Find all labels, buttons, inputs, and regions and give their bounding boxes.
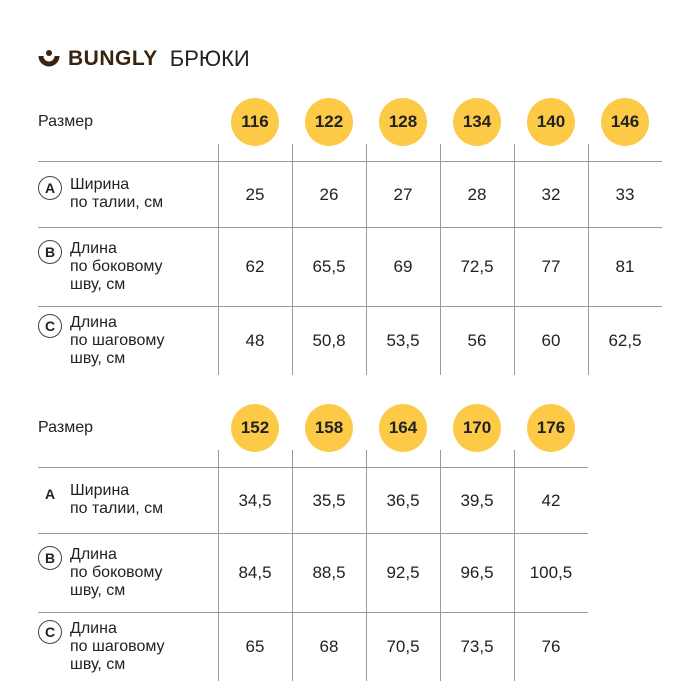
value-cell: 76	[541, 637, 561, 656]
measurement-label	[38, 314, 214, 368]
value-cell: 65	[245, 637, 265, 656]
brand-name: BUNGLY	[68, 47, 158, 70]
label-line: шву, см	[70, 656, 126, 673]
measurement-label	[38, 482, 214, 518]
size-badge: 152	[231, 404, 279, 452]
letter-b-icon: B	[38, 240, 62, 264]
label-line: по боковому	[70, 564, 163, 581]
value-cell: 25	[245, 184, 265, 204]
size-badge: 122	[305, 98, 353, 146]
size-badge: 116	[231, 98, 279, 146]
page-title	[38, 42, 250, 76]
value-cell: 26	[319, 184, 339, 204]
label-line: шву, см	[70, 350, 126, 367]
value-cell: 77	[541, 257, 561, 276]
letter-c-icon: C	[38, 620, 62, 644]
value-cell: 62	[245, 257, 265, 276]
letter-b-icon: B	[38, 546, 62, 570]
value-cell: 100,5	[529, 563, 573, 582]
value-cell: 42	[541, 490, 561, 510]
measurement-name	[70, 240, 163, 294]
size-badge: 134	[453, 98, 501, 146]
size-badge: 164	[379, 404, 427, 452]
value-cell: 70,5	[386, 637, 420, 656]
value-cell: 73,5	[460, 637, 494, 656]
value-cell: 27	[393, 184, 413, 204]
value-cell: 53,5	[386, 331, 420, 350]
value-cell: 39,5	[460, 490, 494, 510]
product-name: БРЮКИ	[169, 46, 250, 71]
label-line: по шаговому	[70, 332, 165, 349]
size-badge: 170	[453, 404, 501, 452]
value-cell: 56	[467, 331, 487, 350]
label-line: Длина	[70, 240, 117, 257]
bungly-logo-icon	[38, 48, 60, 70]
size-label: Размер	[38, 113, 93, 130]
size-badge: 140	[527, 98, 575, 146]
size-badge: 146	[601, 98, 649, 146]
label-line: Длина	[70, 620, 117, 637]
value-cell: 62,5	[608, 331, 642, 350]
letter-c-icon: C	[38, 314, 62, 338]
size-label: Размер	[38, 419, 93, 436]
value-cell: 32	[541, 184, 561, 204]
measurement-label	[38, 620, 214, 674]
label-line: по талии, см	[70, 500, 164, 517]
value-cell: 28	[467, 184, 487, 204]
value-cell: 69	[393, 257, 413, 276]
measurement-label	[38, 546, 214, 600]
value-cell: 33	[615, 184, 635, 204]
value-cell: 34,5	[238, 490, 272, 510]
label-line: Длина	[70, 546, 117, 563]
label-line: шву, см	[70, 582, 126, 599]
letter-a-icon: A	[44, 486, 56, 502]
value-cell: 68	[319, 637, 339, 656]
value-cell: 96,5	[460, 563, 494, 582]
value-cell: 35,5	[312, 490, 346, 510]
label-line: Длина	[70, 314, 117, 331]
size-badge: 128	[379, 98, 427, 146]
value-cell: 50,8	[312, 331, 346, 350]
letter-a-icon: A	[38, 176, 62, 200]
size-badge: 176	[527, 404, 575, 452]
label-line: по боковому	[70, 258, 163, 275]
measurement-name	[70, 546, 163, 600]
value-cell: 65,5	[312, 257, 346, 276]
label-line: по талии, см	[70, 194, 164, 211]
measurement-label	[38, 176, 214, 212]
size-badge: 158	[305, 404, 353, 452]
label-line: Ширина	[70, 482, 130, 499]
measurement-name	[70, 620, 165, 674]
value-cell: 88,5	[312, 563, 346, 582]
label-line: по шаговому	[70, 638, 165, 655]
value-cell: 60	[541, 331, 561, 350]
value-cell: 92,5	[386, 563, 420, 582]
measurement-name	[70, 482, 163, 518]
label-line: Ширина	[70, 176, 130, 193]
measurement-label	[38, 240, 214, 294]
measurement-name	[70, 314, 165, 368]
label-line: шву, см	[70, 276, 126, 293]
value-cell: 84,5	[238, 563, 272, 582]
value-cell: 36,5	[386, 490, 420, 510]
value-cell: 72,5	[460, 257, 494, 276]
value-cell: 81	[615, 257, 635, 276]
value-cell: 48	[245, 331, 265, 350]
measurement-name	[70, 176, 163, 212]
